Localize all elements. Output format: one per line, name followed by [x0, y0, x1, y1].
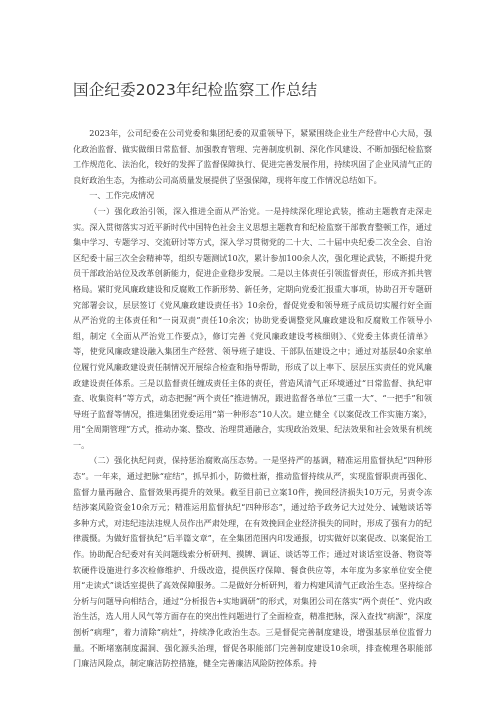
section-heading: 一、工作完成情况 [89, 190, 155, 201]
document-title: 国企纪委2023年纪检监察工作总结 [73, 81, 318, 99]
body-paragraph-1: （一）强化政治引领，深入推进全面从严治党。一是持续深化理论武装，推动主题教育走深走实。深入贯彻落实习近平新时代中国特色社会主义思想主题教育和纪检监察干部教育整顿工作，通过集中学习、专题学习、交流研讨等方式，深入学习贯彻党的二十大、二十届中央纪委二次全会、自治区纪委十届三次全会精神等，组织专题测试10次，累计参加100余人次，强化理论武装，不断提升党员干部政治站位及改革创新能力，促进企业稳步发展。二是以主体责任引领监督责任，形成齐抓共管格局。紧盯党风廉政建设和反腐败工作新形势、新任务，定期向党委汇报重大事项，协助召开专题研究部署会议，层层签订《党风廉政建设责任书》10余份，督促党委和领导班子成员切实履行好全面从严治党的主体责任和“一岗双责”责任10余次；协助党委调整党风廉政建设和反腐败工作领导小组，制定《全面从严治党工作要点》，修订完善《党风廉政建设考核细则》、《党委主体责任清单》等，使党风廉政建设融入集团生产经营、领导班子建设、干部队伍建设之中；通过对基层40余家单位履行党风廉政建设责任制情况开展综合检查和指导帮助，形成了以上率下、层层压实责任的党风廉政建设责任体系。三是以监督责任缠成责任主体的责任，营造风清气正环境通过“日常监督、执纪审查、收集资料”等方式，动态把握“两个责任”推进情况，跟进监督各单位“三重一大”、“一把手”和领导班子监督等情况，推进集团党委运用“第一种形态”10人次。建立健全《以案促改工作实施方案》，用“全周期管理”方式，推动办案、整改、治理贯通融合，实现政治效果、纪法效果和社会效果有机统一。 [73, 205, 432, 450]
body-paragraph-2: （二）强化执纪问责，保持惩治腐败高压态势。一是坚持严的基调，精准运用监督执纪“四种形态”。一年来，通过把脉“症结”，抓早抓小，防微杜渐，推动监督持续从严，实现监督职责再强化、监督力量再融合、监督效果再提升的效果。截至目前已立案10件，挽回经济损失10万元，另责令冻结涉案风险资金10余万元；精准运用监督执纪“四种形态”，通过给予政务记大过处分、诫勉谈话等多种方式，对违纪违法违规人员作出严肃处理，在有效挽回企业经济损失的同时，形成了强有力的纪律震慑。为做好监督执纪“后半篇文章”，在全集团范围内印发通报，切实做好以案促改、以案促治工作。协助配合纪委对有关问题线索分析研判、摸牌、调证、谈话等工作；通过对谈话室设备、物资等软硬件设施进行多次检修维护、升级改造，提供医疗保障、餐食供应等，本年度为多家单位安全使用“走读式”谈话室提供了高效保障服务。二是做好分析研判，着力构建风清气正政治生态。坚持综合分析与问题导向相结合，通过“分析报告+实地调研”的形式，对集团公司在落实“两个责任”、党内政治生活，选人用人风气等方面存在的突出性问题进行了全面检查，精准把脉，深入查找“病源”，深度剖析“病理”，着力清除“病灶”，持续净化政治生态。三是督促完善制度建设，增强基层单位监督力量。不断堵塞制度漏洞、强化源头治理，督促各职能部门完善制度建设10余项，排查梳理各职能部门廉洁风险点，制定廉洁防控措施，健全完善廉洁风险防控体系。持 [73, 455, 432, 669]
document-body [73, 126, 432, 672]
intro-paragraph: 2023年，公司纪委在公司党委和集团纪委的双重领导下，紧紧围绕企业生产经营中心大局，强化政治监督、做实做细日常监督、加强教育管理、完善制度机制、深化作风建设、不断加强纪检监察工作规范化、法治化，较好的发挥了监督保障执行、促进完善发展作用，持续巩固了企业风清气正的良好政治生态，为推动公司高质量发展提供了坚强保障，现将年度工作情况总结如下。 [73, 128, 432, 185]
